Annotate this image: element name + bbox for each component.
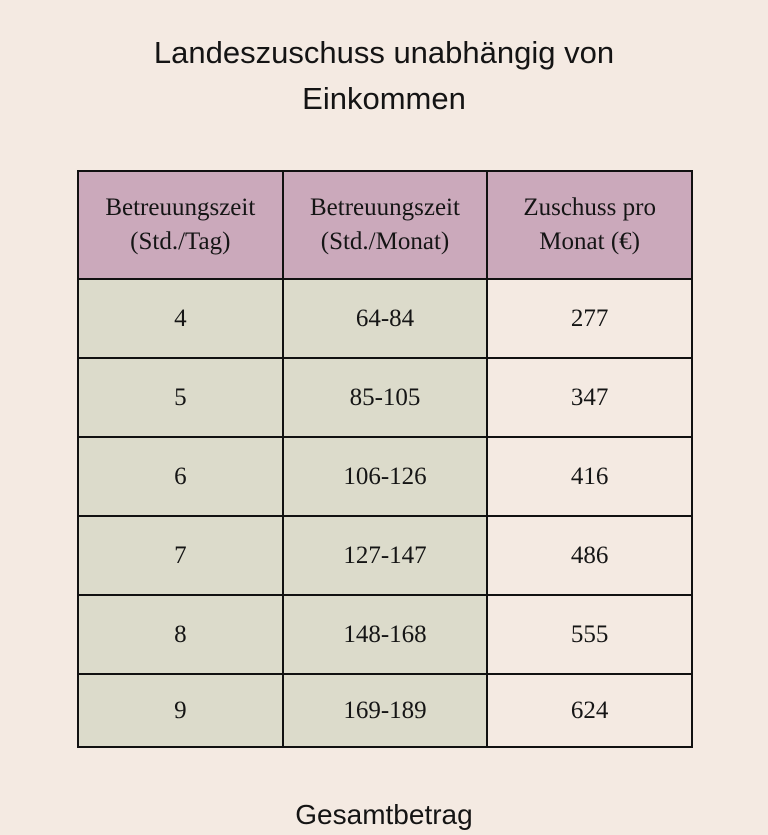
cell-subsidy: 555 (487, 595, 692, 674)
cell-hours-per-day: 5 (78, 358, 283, 437)
table-row (78, 595, 692, 674)
cell-subsidy: 277 (487, 279, 692, 358)
cell-hours-per-month: 148-168 (283, 595, 488, 674)
table-body (78, 279, 692, 747)
table-row (78, 358, 692, 437)
subsidy-table (77, 170, 693, 748)
page-title (0, 30, 768, 122)
header-label: Betreuungszeit (105, 194, 256, 221)
cell-hours-per-day: 6 (78, 437, 283, 516)
cell-hours-per-month: 85-105 (283, 358, 488, 437)
cell-hours-per-day: 7 (78, 516, 283, 595)
title-line-2: Einkommen (302, 81, 466, 116)
cell-hours-per-day: 8 (78, 595, 283, 674)
header-subsidy-per-month (487, 171, 692, 279)
table-header (78, 171, 692, 279)
header-hours-per-month (283, 171, 488, 279)
header-unit: Monat (€) (539, 228, 640, 255)
cell-subsidy: 624 (487, 674, 692, 747)
footer-heading: Gesamtbetrag (295, 799, 473, 830)
cell-hours-per-month: 106-126 (283, 437, 488, 516)
cell-subsidy: 416 (487, 437, 692, 516)
table-row (78, 279, 692, 358)
header-unit: (Std./Monat) (320, 228, 450, 255)
cell-subsidy: 486 (487, 516, 692, 595)
cell-hours-per-month: 169-189 (283, 674, 488, 747)
cell-hours-per-day: 9 (78, 674, 283, 747)
table-row (78, 516, 692, 595)
cell-hours-per-month: 127-147 (283, 516, 488, 595)
header-row (78, 171, 692, 279)
cell-subsidy: 347 (487, 358, 692, 437)
header-unit: (Std./Tag) (130, 228, 231, 255)
table-row (78, 674, 692, 747)
header-label: Betreuungszeit (310, 194, 460, 221)
title-line-1: Landeszuschuss unabhängig von (153, 35, 615, 70)
cell-hours-per-day: 4 (78, 279, 283, 358)
header-label: Zuschuss pro (523, 194, 656, 221)
header-hours-per-day (78, 171, 283, 279)
table-row (78, 437, 692, 516)
cell-hours-per-month: 64-84 (283, 279, 488, 358)
